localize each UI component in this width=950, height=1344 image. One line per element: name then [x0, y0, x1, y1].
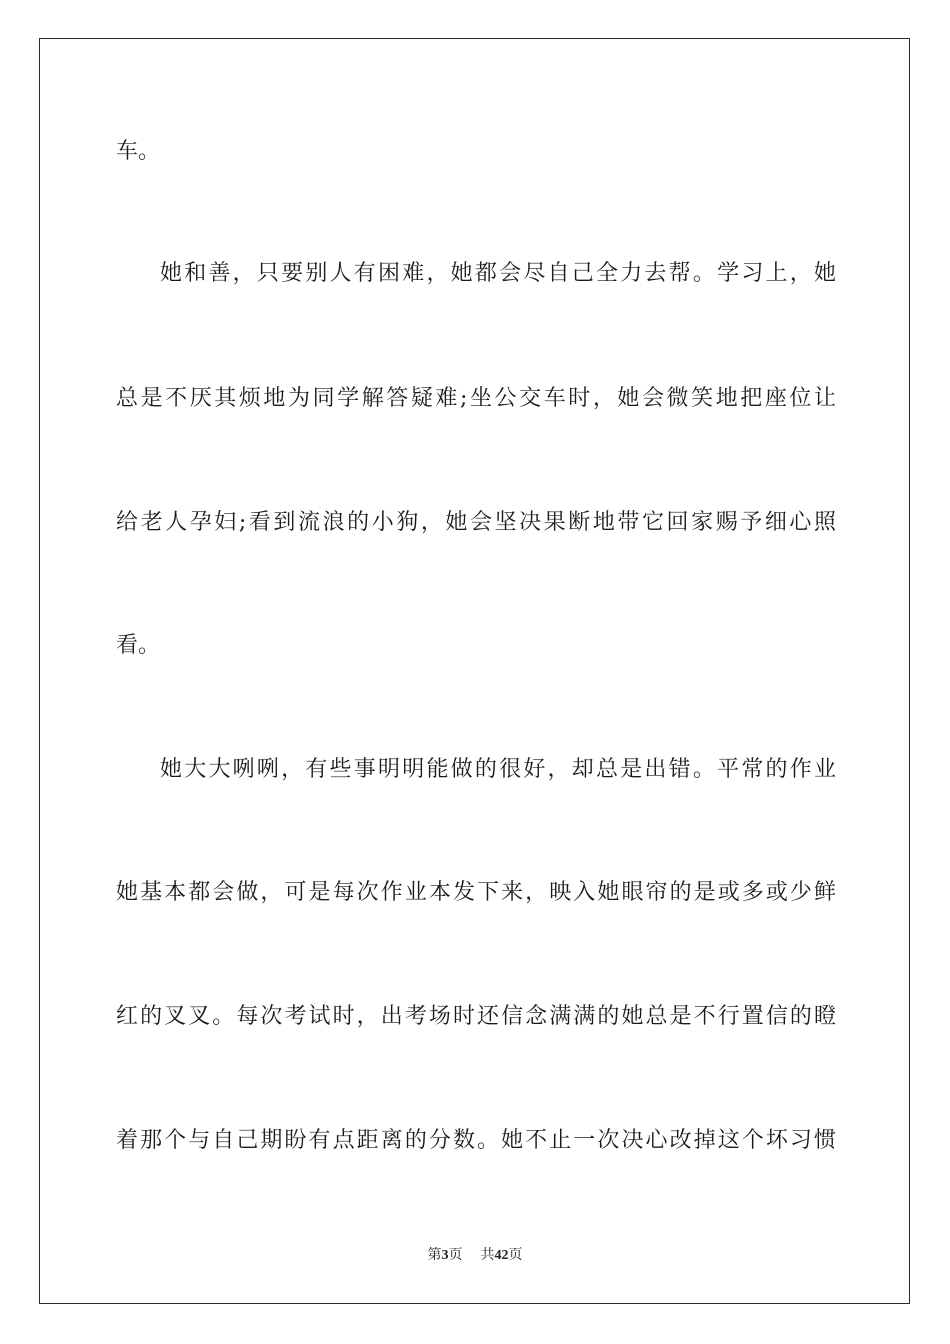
text-line-8: 红的叉叉。每次考试时，出考场时还信念满满的她总是不行置信的瞪	[116, 1004, 836, 1029]
footer-total-prefix: 共	[480, 1248, 495, 1263]
footer-page-suffix: 页	[448, 1248, 463, 1263]
text-line-3: 总是不厌其烦地为同学解答疑难;坐公交车时，她会微笑地把座位让	[116, 386, 836, 411]
text-line-7: 她基本都会做，可是每次作业本发下来，映入她眼帘的是或多或少鲜	[116, 880, 836, 905]
text-line-5: 看。	[116, 633, 161, 658]
footer-page-number: 3	[441, 1248, 449, 1263]
text-line-4: 给老人孕妇;看到流浪的小狗，她会坚决果断地带它回家赐予细心照	[116, 510, 836, 535]
footer-page-prefix: 第	[427, 1248, 442, 1263]
text-line-2: 她和善，只要别人有困难，她都会尽自己全力去帮。学习上，她	[160, 261, 836, 286]
text-line-1: 车。	[116, 139, 161, 164]
footer-total-pages: 42	[494, 1248, 509, 1263]
text-line-6: 她大大咧咧，有些事明明能做的很好，却总是出错。平常的作业	[160, 757, 836, 782]
page-border	[39, 38, 910, 1304]
footer-total-suffix: 页	[508, 1248, 523, 1263]
page-footer	[0, 1247, 950, 1265]
text-line-9: 着那个与自己期盼有点距离的分数。她不止一次决心改掉这个坏习惯	[116, 1128, 836, 1153]
